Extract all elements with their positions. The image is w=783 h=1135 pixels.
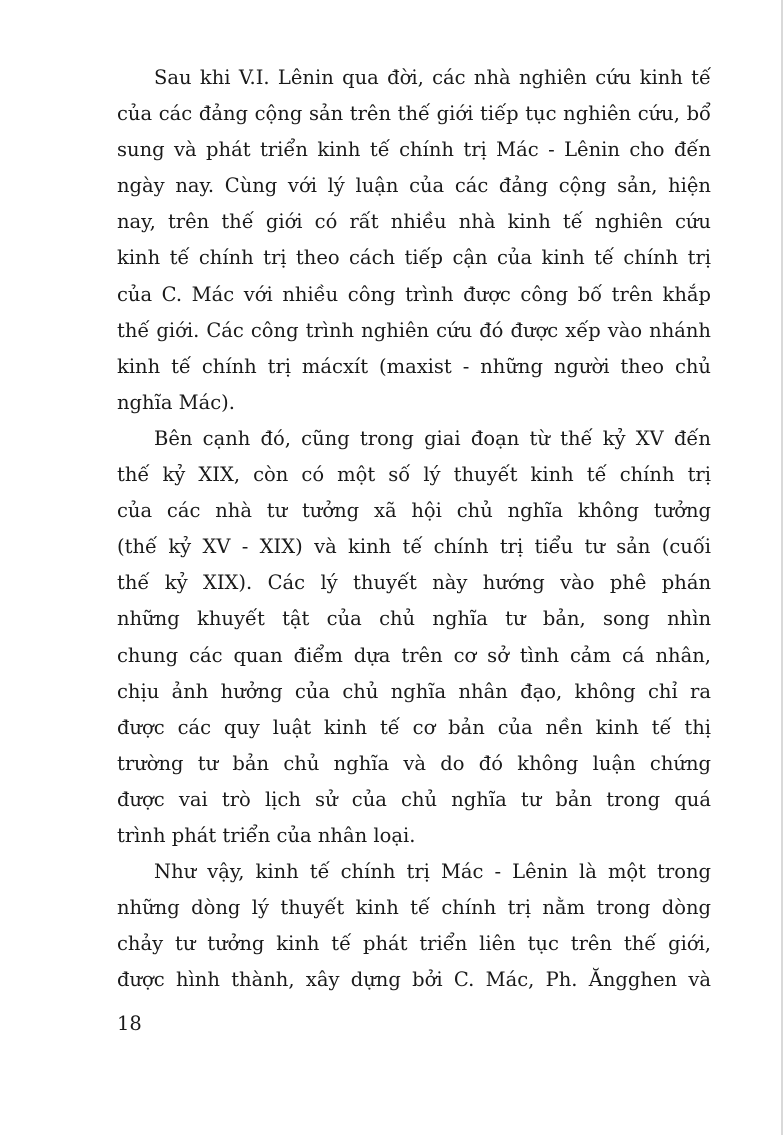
text-line-4: ngày nay. Cùng với lý luận của các đảng cộng sản, hiện xyxy=(117,174,711,198)
text-line-3: sung và phát triển kinh tế chính trị Mác - Lênin cho đến xyxy=(117,138,711,162)
text-line-19: được các quy luật kinh tế cơ bản của nền kinh tế thị xyxy=(117,715,711,739)
text-line-12: thế kỷ XIX, còn có một số lý thuyết kinh tế chính trị xyxy=(117,463,711,487)
text-line-18: chịu ảnh hưởng của chủ nghĩa nhân đạo, không chỉ ra xyxy=(117,679,711,703)
text-line-17: chung các quan điểm dựa trên cơ sở tình cảm cá nhân, xyxy=(117,643,711,667)
text-line-26: được hình thành, xây dựng bởi C. Mác, Ph. Ăngghen và xyxy=(117,968,711,992)
text-line-2: của các đảng cộng sản trên thế giới tiếp tục nghiên cứu, bổ xyxy=(117,102,711,126)
text-line-24: những dòng lý thuyết kinh tế chính trị nằm trong dòng xyxy=(117,896,711,920)
text-line-11: Bên cạnh đó, cũng trong giai đoạn từ thế kỷ XV đến xyxy=(154,426,711,450)
text-line-14: (thế kỷ XV - XIX) và kinh tế chính trị tiểu tư sản (cuối xyxy=(117,535,711,559)
text-line-7: của C. Mác với nhiều công trình được công bố trên khắp xyxy=(117,282,711,306)
text-line-10: nghĩa Mác). xyxy=(117,390,235,414)
text-line-20: trường tư bản chủ nghĩa và do đó không luận chứng xyxy=(117,751,711,775)
text-line-9: kinh tế chính trị mácxít (maxist - những người theo chủ xyxy=(117,354,711,378)
text-line-6: kinh tế chính trị theo cách tiếp cận của kinh tế chính trị xyxy=(117,246,711,270)
body-text xyxy=(117,60,711,998)
text-line-16: những khuyết tật của chủ nghĩa tư bản, song nhìn xyxy=(117,607,711,631)
text-line-1: Sau khi V.I. Lênin qua đời, các nhà nghiên cứu kinh tế xyxy=(154,66,711,89)
text-line-25: chảy tư tưởng kinh tế phát triển liên tục trên thế giới, xyxy=(117,932,711,956)
text-line-23: Như vậy, kinh tế chính trị Mác - Lênin là một trong xyxy=(154,860,711,884)
text-line-5: nay, trên thế giới có rất nhiều nhà kinh tế nghiên cứu xyxy=(117,210,711,234)
text-line-22: trình phát triển của nhân loại. xyxy=(117,823,416,847)
text-line-13: của các nhà tư tưởng xã hội chủ nghĩa không tưởng xyxy=(117,499,711,523)
page-number: 18 xyxy=(117,1012,142,1035)
text-line-21: được vai trò lịch sử của chủ nghĩa tư bản trong quá xyxy=(117,787,711,811)
text-line-15: thế kỷ XIX). Các lý thuyết này hướng vào phê phán xyxy=(117,571,711,595)
text-line-8: thế giới. Các công trình nghiên cứu đó được xếp vào nhánh xyxy=(117,318,711,342)
